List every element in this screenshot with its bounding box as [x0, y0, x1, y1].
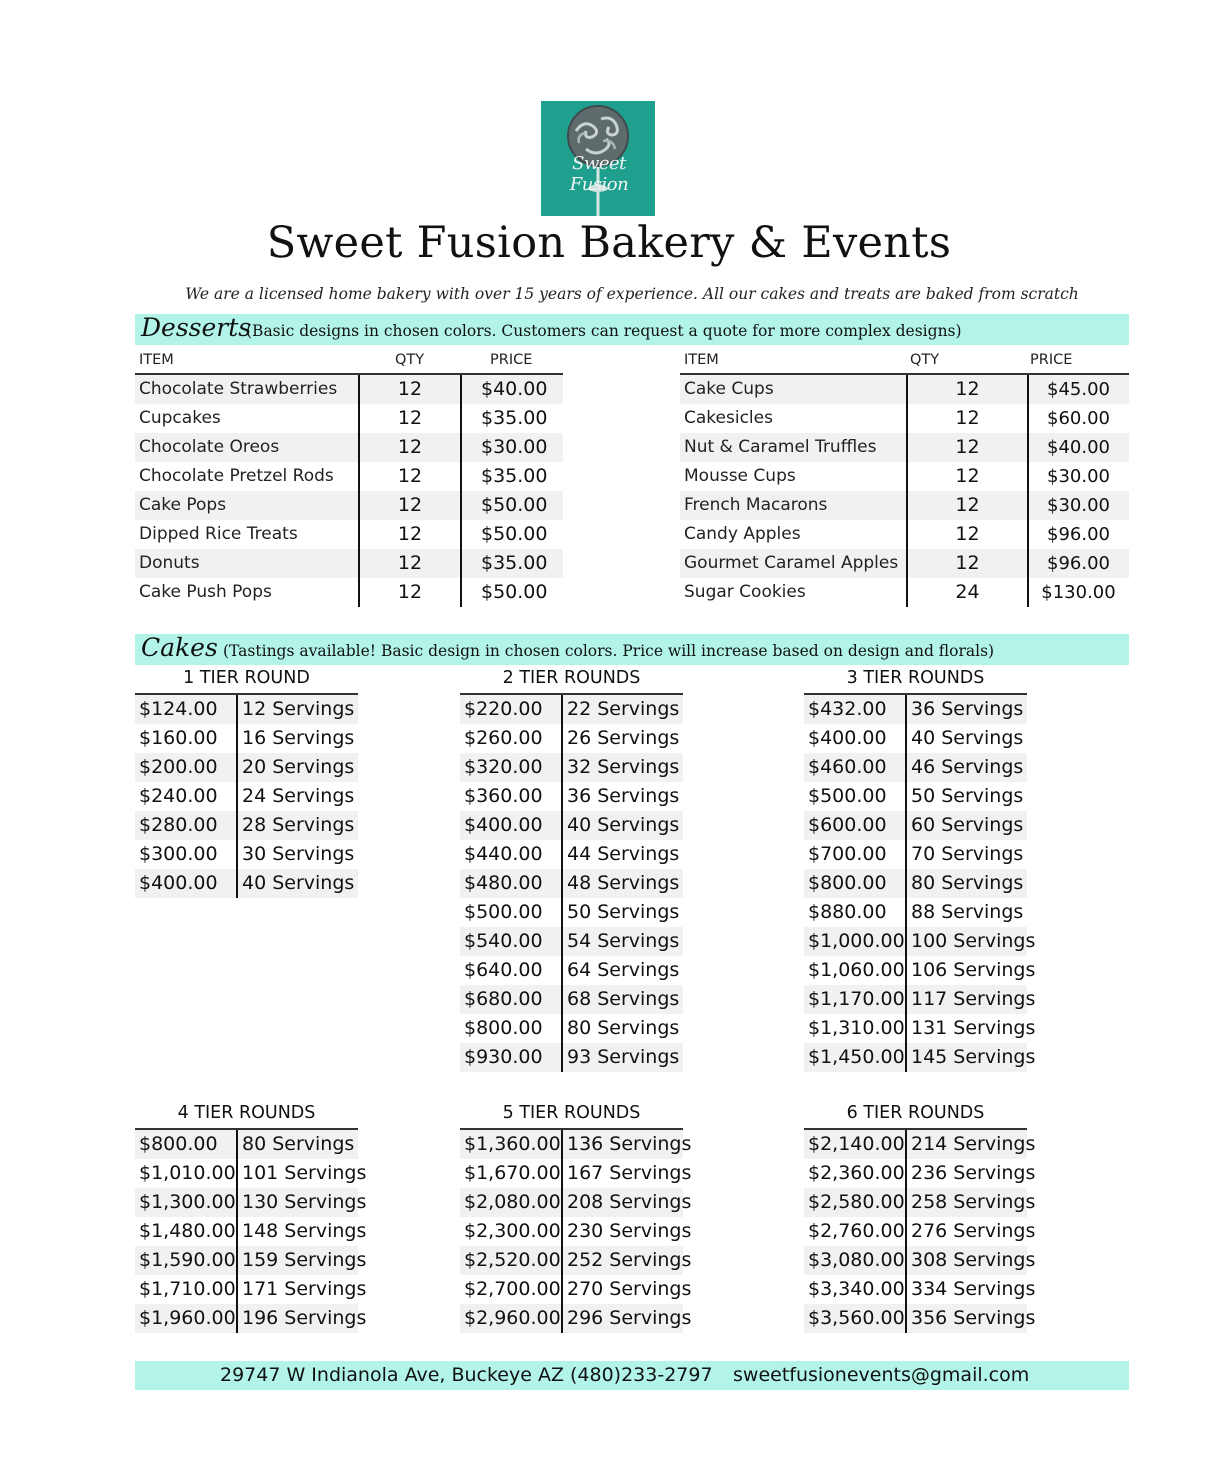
- tier-servings: 50 Servings: [567, 901, 680, 923]
- dessert-item-price: $50.00: [481, 494, 548, 516]
- dessert-item-name: Donuts: [139, 553, 200, 573]
- tier-price: $680.00: [464, 988, 543, 1010]
- tier-table-title: 1 TIER ROUND: [183, 668, 310, 688]
- tier-price: $2,700.00: [464, 1278, 561, 1300]
- tier-price: $700.00: [808, 843, 887, 865]
- tier-servings: 88 Servings: [911, 901, 1024, 923]
- tier-price: $3,560.00: [808, 1307, 905, 1329]
- tier-price: $930.00: [464, 1046, 543, 1068]
- tier-divider: [236, 695, 238, 898]
- tier-price: $1,670.00: [464, 1162, 561, 1184]
- tier-servings: 214 Servings: [911, 1133, 1036, 1155]
- dessert-item-qty: 12: [955, 407, 980, 429]
- tier-price: $500.00: [464, 901, 543, 923]
- tier-servings: 30 Servings: [242, 843, 355, 865]
- cakes-section-title: Cakes: [141, 633, 218, 662]
- tier-servings: 50 Servings: [911, 785, 1024, 807]
- tier-table-title: 5 TIER ROUNDS: [502, 1103, 641, 1123]
- tier-price: $124.00: [139, 698, 218, 720]
- tier-price: $300.00: [139, 843, 218, 865]
- dessert-item-name: Dipped Rice Treats: [139, 524, 298, 544]
- dessert-item-price: $45.00: [1047, 379, 1110, 400]
- tier-servings: 148 Servings: [242, 1220, 367, 1242]
- tier-servings: 117 Servings: [911, 988, 1036, 1010]
- tier-servings: 36 Servings: [911, 698, 1024, 720]
- tier-servings: 40 Servings: [911, 727, 1024, 749]
- logo: [541, 101, 655, 216]
- tier-price: $400.00: [139, 872, 218, 894]
- dessert-item-price: $30.00: [1047, 466, 1110, 487]
- tier-servings: 28 Servings: [242, 814, 355, 836]
- dessert-item-name: Sugar Cookies: [684, 582, 806, 602]
- tier-price: $2,960.00: [464, 1307, 561, 1329]
- tier-servings: 196 Servings: [242, 1307, 367, 1329]
- tier-price: $440.00: [464, 843, 543, 865]
- tier-servings: 131 Servings: [911, 1017, 1036, 1039]
- tier-price: $2,580.00: [808, 1191, 905, 1213]
- desserts-section-note: (Basic designs in chosen colors. Customers can request a quote for more complex designs): [246, 322, 962, 340]
- tier-price: $1,300.00: [139, 1191, 236, 1213]
- tier-price: $2,080.00: [464, 1191, 561, 1213]
- tier-servings: 12 Servings: [242, 698, 355, 720]
- tier-price: $1,310.00: [808, 1017, 905, 1039]
- left-divider-2: [460, 375, 462, 607]
- tier-price: $600.00: [808, 814, 887, 836]
- tier-servings: 145 Servings: [911, 1046, 1036, 1068]
- tier-servings: 167 Servings: [567, 1162, 692, 1184]
- tier-servings: 20 Servings: [242, 756, 355, 778]
- dessert-item-price: $96.00: [1047, 524, 1110, 545]
- dessert-item-price: $40.00: [481, 378, 548, 400]
- tier-servings: 100 Servings: [911, 930, 1036, 952]
- dessert-item-price: $35.00: [481, 465, 548, 487]
- dessert-item-qty: 12: [397, 407, 423, 429]
- dessert-item-price: $50.00: [481, 581, 548, 603]
- tier-price: $160.00: [139, 727, 218, 749]
- tier-price: $240.00: [139, 785, 218, 807]
- dessert-item-qty: 12: [955, 465, 980, 487]
- dessert-item-name: Cupcakes: [139, 408, 221, 428]
- tier-price: $2,520.00: [464, 1249, 561, 1271]
- dessert-item-name: Mousse Cups: [684, 466, 796, 486]
- tier-price: $220.00: [464, 698, 543, 720]
- dessert-item-name: Nut & Caramel Truffles: [684, 437, 877, 457]
- tier-servings: 70 Servings: [911, 843, 1024, 865]
- logo-text: Sweet Fusion: [569, 153, 629, 195]
- tier-servings: 64 Servings: [567, 959, 680, 981]
- footer-phone: (480)233-2797: [570, 1364, 713, 1386]
- tier-price: $1,170.00: [808, 988, 905, 1010]
- tier-price: $200.00: [139, 756, 218, 778]
- tier-servings: 308 Servings: [911, 1249, 1036, 1271]
- tier-price: $3,340.00: [808, 1278, 905, 1300]
- tier-price: $360.00: [464, 785, 543, 807]
- tier-table-title: 3 TIER ROUNDS: [846, 668, 985, 688]
- dessert-item-qty: 12: [397, 581, 423, 603]
- dessert-item-price: $130.00: [1041, 582, 1116, 603]
- footer-email: sweetfusionevents@gmail.com: [733, 1364, 1030, 1386]
- tier-table-title: 2 TIER ROUNDS: [502, 668, 641, 688]
- right-divider-2: [1027, 375, 1029, 607]
- tier-price: $2,300.00: [464, 1220, 561, 1242]
- tier-servings: 40 Servings: [242, 872, 355, 894]
- tier-price: $800.00: [808, 872, 887, 894]
- tier-servings: 230 Servings: [567, 1220, 692, 1242]
- dessert-item-qty: 12: [955, 552, 980, 574]
- tier-divider: [561, 1130, 563, 1333]
- tier-servings: 356 Servings: [911, 1307, 1036, 1329]
- tier-price: $280.00: [139, 814, 218, 836]
- tier-price: $540.00: [464, 930, 543, 952]
- tier-servings: 334 Servings: [911, 1278, 1036, 1300]
- tier-servings: 130 Servings: [242, 1191, 367, 1213]
- tier-servings: 16 Servings: [242, 727, 355, 749]
- tier-price: $320.00: [464, 756, 543, 778]
- tier-price: $800.00: [464, 1017, 543, 1039]
- tier-servings: 159 Servings: [242, 1249, 367, 1271]
- tier-servings: 26 Servings: [567, 727, 680, 749]
- tier-price: $880.00: [808, 901, 887, 923]
- dessert-item-qty: 12: [955, 436, 980, 458]
- tier-servings: 276 Servings: [911, 1220, 1036, 1242]
- tier-price: $500.00: [808, 785, 887, 807]
- dessert-item-qty: 24: [955, 581, 980, 603]
- tier-servings: 296 Servings: [567, 1307, 692, 1329]
- tier-servings: 236 Servings: [911, 1162, 1036, 1184]
- tier-servings: 60 Servings: [911, 814, 1024, 836]
- tier-servings: 68 Servings: [567, 988, 680, 1010]
- cakes-section-note: (Tastings available! Basic design in chosen colors. Price will increase based on design and florals): [223, 642, 995, 660]
- right-divider-1: [906, 375, 908, 607]
- tier-servings: 80 Servings: [242, 1133, 355, 1155]
- tier-price: $800.00: [139, 1133, 218, 1155]
- desserts-right-header-qty: QTY: [910, 352, 940, 368]
- tier-servings: 101 Servings: [242, 1162, 367, 1184]
- desserts-left-header-item: ITEM: [139, 352, 174, 368]
- tier-servings: 46 Servings: [911, 756, 1024, 778]
- tier-divider: [561, 695, 563, 1072]
- tier-servings: 106 Servings: [911, 959, 1036, 981]
- tier-price: $2,360.00: [808, 1162, 905, 1184]
- dessert-item-qty: 12: [955, 494, 980, 516]
- tier-price: $1,960.00: [139, 1307, 236, 1329]
- dessert-item-name: Gourmet Caramel Apples: [684, 553, 899, 573]
- tier-price: $1,710.00: [139, 1278, 236, 1300]
- tier-servings: 252 Servings: [567, 1249, 692, 1271]
- dessert-item-qty: 12: [955, 523, 980, 545]
- tier-servings: 136 Servings: [567, 1133, 692, 1155]
- tier-servings: 24 Servings: [242, 785, 355, 807]
- tier-price: $1,060.00: [808, 959, 905, 981]
- tier-servings: 171 Servings: [242, 1278, 367, 1300]
- page-title: Sweet Fusion Bakery & Events: [266, 218, 952, 268]
- tier-servings: 80 Servings: [567, 1017, 680, 1039]
- dessert-item-qty: 12: [397, 378, 423, 400]
- tier-price: $260.00: [464, 727, 543, 749]
- tier-price: $1,480.00: [139, 1220, 236, 1242]
- dessert-item-qty: 12: [955, 378, 980, 400]
- tier-servings: 22 Servings: [567, 698, 680, 720]
- tier-price: $400.00: [464, 814, 543, 836]
- dessert-item-qty: 12: [397, 494, 423, 516]
- tier-price: $2,140.00: [808, 1133, 905, 1155]
- tier-price: $1,590.00: [139, 1249, 236, 1271]
- tier-servings: 258 Servings: [911, 1191, 1036, 1213]
- tier-servings: 48 Servings: [567, 872, 680, 894]
- dessert-item-qty: 12: [397, 436, 423, 458]
- desserts-left-header-price: PRICE: [490, 352, 533, 368]
- dessert-item-name: Chocolate Pretzel Rods: [139, 466, 334, 486]
- tier-servings: 40 Servings: [567, 814, 680, 836]
- left-divider-1: [358, 375, 360, 607]
- tier-price: $1,010.00: [139, 1162, 236, 1184]
- tier-price: $460.00: [808, 756, 887, 778]
- tier-price: $480.00: [464, 872, 543, 894]
- footer-address: 29747 W Indianola Ave, Buckeye AZ: [220, 1364, 564, 1386]
- tier-price: $2,760.00: [808, 1220, 905, 1242]
- tier-servings: 93 Servings: [567, 1046, 680, 1068]
- tier-servings: 54 Servings: [567, 930, 680, 952]
- tier-divider: [905, 1130, 907, 1333]
- tier-divider: [905, 695, 907, 1072]
- dessert-item-name: French Macarons: [684, 495, 828, 515]
- dessert-item-name: Chocolate Strawberries: [139, 379, 338, 399]
- tier-servings: 44 Servings: [567, 843, 680, 865]
- tier-price: $1,450.00: [808, 1046, 905, 1068]
- dessert-item-qty: 12: [397, 552, 423, 574]
- tier-servings: 32 Servings: [567, 756, 680, 778]
- tier-servings: 208 Servings: [567, 1191, 692, 1213]
- tier-servings: 270 Servings: [567, 1278, 692, 1300]
- dessert-item-price: $96.00: [1047, 553, 1110, 574]
- dessert-item-price: $35.00: [481, 552, 548, 574]
- desserts-right-header-item: ITEM: [684, 352, 719, 368]
- desserts-right-header-price: PRICE: [1030, 352, 1073, 368]
- tier-table-title: 4 TIER ROUNDS: [177, 1103, 316, 1123]
- tier-price: $640.00: [464, 959, 543, 981]
- dessert-item-name: Chocolate Oreos: [139, 437, 280, 457]
- desserts-section-title: Desserts: [141, 313, 252, 342]
- dessert-item-price: $35.00: [481, 407, 548, 429]
- dessert-item-price: $30.00: [1047, 495, 1110, 516]
- dessert-item-name: Cake Cups: [684, 379, 774, 399]
- dessert-item-qty: 12: [397, 523, 423, 545]
- dessert-item-name: Cake Push Pops: [139, 582, 272, 602]
- tier-price: $1,000.00: [808, 930, 905, 952]
- desserts-left-header-qty: QTY: [395, 352, 425, 368]
- dessert-item-qty: 12: [397, 465, 423, 487]
- tier-price: $432.00: [808, 698, 887, 720]
- dessert-item-price: $60.00: [1047, 408, 1110, 429]
- tier-servings: 80 Servings: [911, 872, 1024, 894]
- dessert-item-name: Cake Pops: [139, 495, 227, 515]
- dessert-item-name: Candy Apples: [684, 524, 801, 544]
- dessert-item-price: $50.00: [481, 523, 548, 545]
- tagline: We are a licensed home bakery with over 15 years of experience. All our cakes and treats are baked from scratch: [185, 285, 1079, 303]
- tier-price: $400.00: [808, 727, 887, 749]
- tier-price: $3,080.00: [808, 1249, 905, 1271]
- dessert-item-price: $30.00: [481, 436, 548, 458]
- tier-servings: 36 Servings: [567, 785, 680, 807]
- dessert-item-name: Cakesicles: [684, 408, 773, 428]
- tier-table-title: 6 TIER ROUNDS: [846, 1103, 985, 1123]
- tier-divider: [236, 1130, 238, 1333]
- tier-price: $1,360.00: [464, 1133, 561, 1155]
- dessert-item-price: $40.00: [1047, 437, 1110, 458]
